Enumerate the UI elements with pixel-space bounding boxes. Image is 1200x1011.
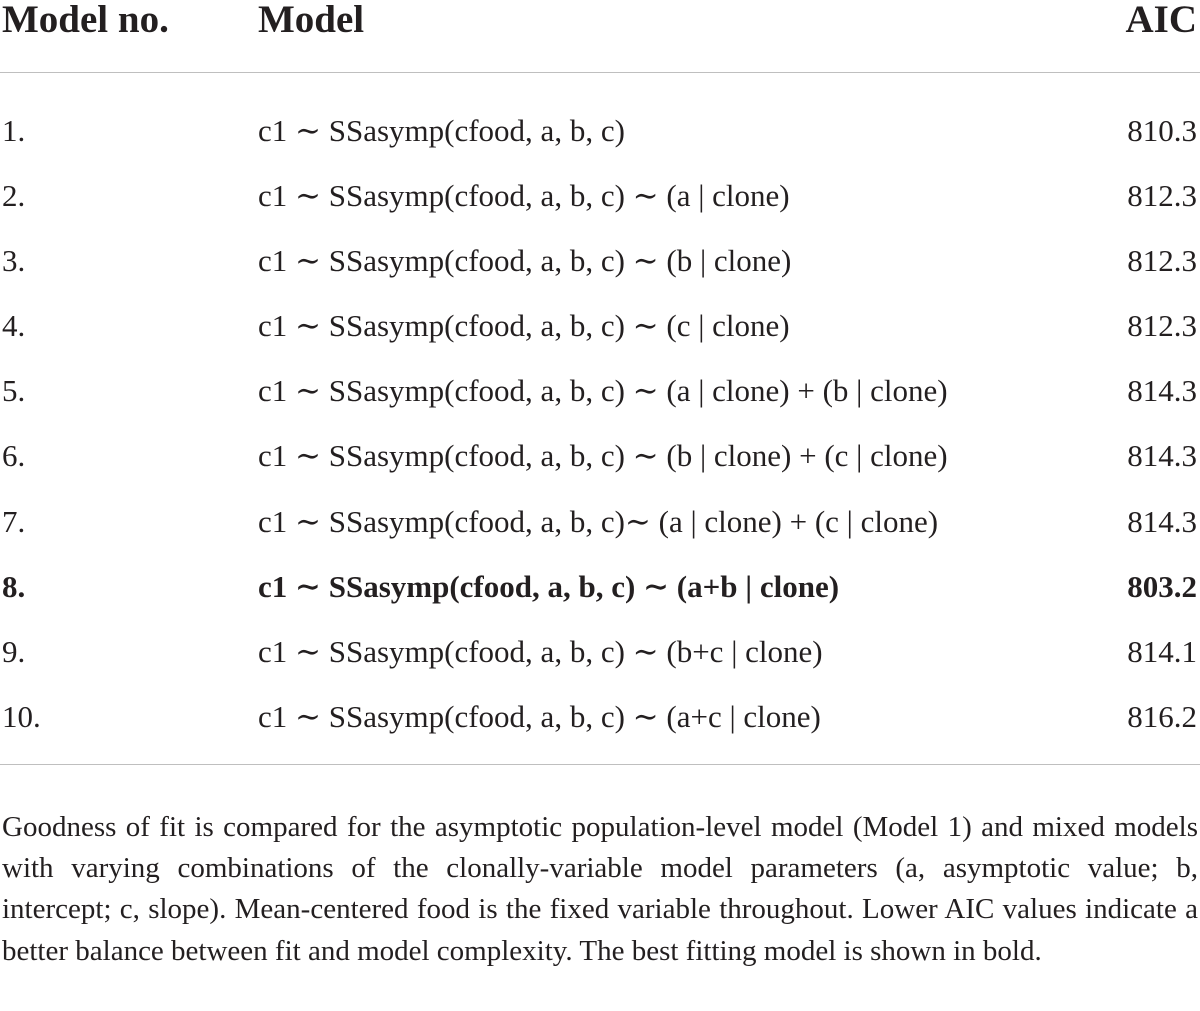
- cell-model: c1 ∼ SSasymp(cfood, a, b, c) ∼ (b+c | clone): [258, 633, 823, 669]
- table-row: [0, 358, 1200, 423]
- table-row: [0, 489, 1200, 554]
- cell-aic: 814.1: [1127, 633, 1197, 669]
- header-divider: [0, 72, 1200, 73]
- cell-model-no: 4.: [2, 308, 26, 344]
- cell-model-no: 8.: [2, 568, 26, 604]
- table-row: [0, 423, 1200, 488]
- cell-model-no: 9.: [2, 633, 26, 669]
- table-row: [0, 293, 1200, 358]
- cell-aic: 810.3: [1127, 113, 1197, 148]
- cell-model: c1 ∼ SSasymp(cfood, a, b, c) ∼ (b | clone): [258, 243, 792, 279]
- cell-aic: 814.3: [1127, 373, 1197, 409]
- cell-aic: 814.3: [1127, 503, 1197, 539]
- table-header: [0, 0, 1200, 72]
- cell-aic: 816.2: [1127, 698, 1197, 734]
- cell-model: c1 ∼ SSasymp(cfood, a, b, c) ∼ (c | clone): [258, 308, 790, 344]
- cell-model: c1 ∼ SSasymp(cfood, a, b, c)∼ (a | clone) + (c | clone): [258, 503, 939, 539]
- header-aic: AIC: [1125, 0, 1197, 41]
- cell-model: c1 ∼ SSasymp(cfood, a, b, c) ∼ (a+b | clone): [258, 568, 840, 604]
- cell-model: c1 ∼ SSasymp(cfood, a, b, c) ∼ (b | clone) + (c | clone): [258, 438, 948, 474]
- cell-model: c1 ∼ SSasymp(cfood, a, b, c) ∼ (a | clone): [258, 178, 790, 214]
- cell-model-no: 6.: [2, 438, 26, 474]
- table-row: [0, 228, 1200, 293]
- cell-aic: 812.3: [1127, 178, 1197, 214]
- table-row: [0, 619, 1200, 684]
- cell-model: c1 ∼ SSasymp(cfood, a, b, c) ∼ (a+c | clone): [258, 698, 821, 734]
- cell-aic: 812.3: [1127, 308, 1197, 344]
- cell-aic: 814.3: [1127, 438, 1197, 474]
- cell-model-no: 7.: [2, 503, 26, 539]
- table-row: [0, 163, 1200, 228]
- cell-aic: 803.2: [1127, 568, 1197, 604]
- cell-model-no: 2.: [2, 178, 26, 214]
- cell-model: c1 ∼ SSasymp(cfood, a, b, c): [258, 113, 625, 148]
- cell-model-no: 3.: [2, 243, 26, 279]
- cell-model-no: 5.: [2, 373, 26, 409]
- cell-model-no: 1.: [2, 113, 26, 148]
- header-model: Model: [258, 0, 365, 41]
- cell-aic: 812.3: [1127, 243, 1197, 279]
- table-row: [0, 684, 1200, 749]
- cell-model: c1 ∼ SSasymp(cfood, a, b, c) ∼ (a | clone) + (b | clone): [258, 373, 948, 409]
- table-row: [0, 98, 1200, 163]
- cell-model-no: 10.: [2, 698, 41, 734]
- table-row: [0, 554, 1200, 619]
- table-body: [0, 98, 1200, 749]
- footer-divider: [0, 764, 1200, 765]
- header-model-no: Model no.: [2, 0, 169, 41]
- table-footnote: Goodness of fit is compared for the asymptotic population-level model (Model 1) and mixed models with varying combinations of the clonally-variable model parameters (a, asymptotic value; b, intercept; c, slope). Mean-centered food is the fixed variable throughout. Lower AIC values indicate a better balance between fit and model complexity. The best fitting model is shown in bold.: [2, 811, 1198, 967]
